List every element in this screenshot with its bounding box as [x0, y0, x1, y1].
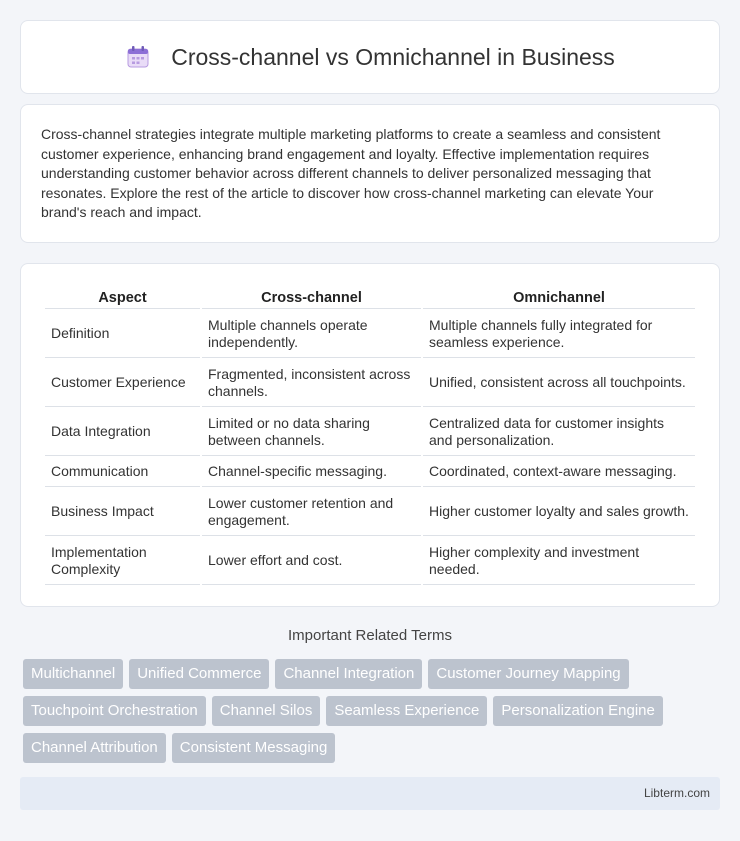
comparison-table-card	[20, 263, 720, 607]
page-title: Cross-channel vs Omnichannel in Business	[171, 43, 615, 70]
cell-omnichannel: Multiple channels fully integrated for seamless experience.	[423, 311, 695, 358]
comparison-table	[43, 284, 697, 587]
table-row	[45, 458, 695, 487]
related-terms-heading: Important Related Terms	[288, 627, 452, 644]
footer	[20, 777, 720, 810]
table-row	[45, 538, 695, 585]
cell-omnichannel: Higher complexity and investment needed.	[423, 538, 695, 585]
related-term-tag[interactable]: Personalization Engine	[493, 696, 662, 726]
related-terms-list	[23, 659, 723, 770]
table-row	[45, 489, 695, 536]
intro-card	[20, 104, 720, 243]
title-card	[20, 20, 720, 94]
cell-omnichannel: Higher customer loyalty and sales growth.	[423, 489, 695, 536]
cell-omnichannel: Unified, consistent across all touchpoints.	[423, 360, 695, 407]
cell-aspect: Data Integration	[45, 409, 200, 456]
table-row	[45, 311, 695, 358]
table-row	[45, 409, 695, 456]
footer-site-link[interactable]: Libterm.com	[643, 786, 710, 800]
related-term-tag[interactable]: Channel Integration	[275, 659, 422, 689]
table-row	[45, 360, 695, 407]
header-aspect: Aspect	[45, 286, 200, 309]
cell-cross-channel: Multiple channels operate independently.	[202, 311, 421, 358]
related-term-tag[interactable]: Seamless Experience	[326, 696, 487, 726]
related-term-tag[interactable]: Multichannel	[23, 659, 123, 689]
related-term-tag[interactable]: Channel Attribution	[23, 733, 166, 763]
cell-aspect: Communication	[45, 458, 200, 487]
related-term-tag[interactable]: Customer Journey Mapping	[428, 659, 628, 689]
calendar-icon	[125, 44, 151, 70]
related-term-tag[interactable]: Consistent Messaging	[172, 733, 336, 763]
cell-aspect: Definition	[45, 311, 200, 358]
cell-cross-channel: Channel-specific messaging.	[202, 458, 421, 487]
related-term-tag[interactable]: Touchpoint Orchestration	[23, 696, 206, 726]
header-cross-channel: Cross-channel	[202, 286, 421, 309]
cell-omnichannel: Centralized data for customer insights and personalization.	[423, 409, 695, 456]
cell-cross-channel: Lower customer retention and engagement.	[202, 489, 421, 536]
cell-aspect: Business Impact	[45, 489, 200, 536]
cell-omnichannel: Coordinated, context-aware messaging.	[423, 458, 695, 487]
table-header-row	[45, 286, 695, 309]
related-term-tag[interactable]: Channel Silos	[212, 696, 321, 726]
cell-cross-channel: Fragmented, inconsistent across channels.	[202, 360, 421, 407]
related-term-tag[interactable]: Unified Commerce	[129, 659, 269, 689]
cell-cross-channel: Lower effort and cost.	[202, 538, 421, 585]
header-omnichannel: Omnichannel	[423, 286, 695, 309]
cell-cross-channel: Limited or no data sharing between channels.	[202, 409, 421, 456]
cell-aspect: Implementation Complexity	[45, 538, 200, 585]
intro-text: Cross-channel strategies integrate multiple marketing platforms to create a seamless and consistent customer experience, enhancing brand engagement and loyalty. Effective implementation requires understanding customer behavior across different channels to deliver personalized messaging that resonates. Explore the rest of the article to discover how cross-channel marketing can elevate Your brand's reach and impact.	[41, 126, 661, 221]
cell-aspect: Customer Experience	[45, 360, 200, 407]
